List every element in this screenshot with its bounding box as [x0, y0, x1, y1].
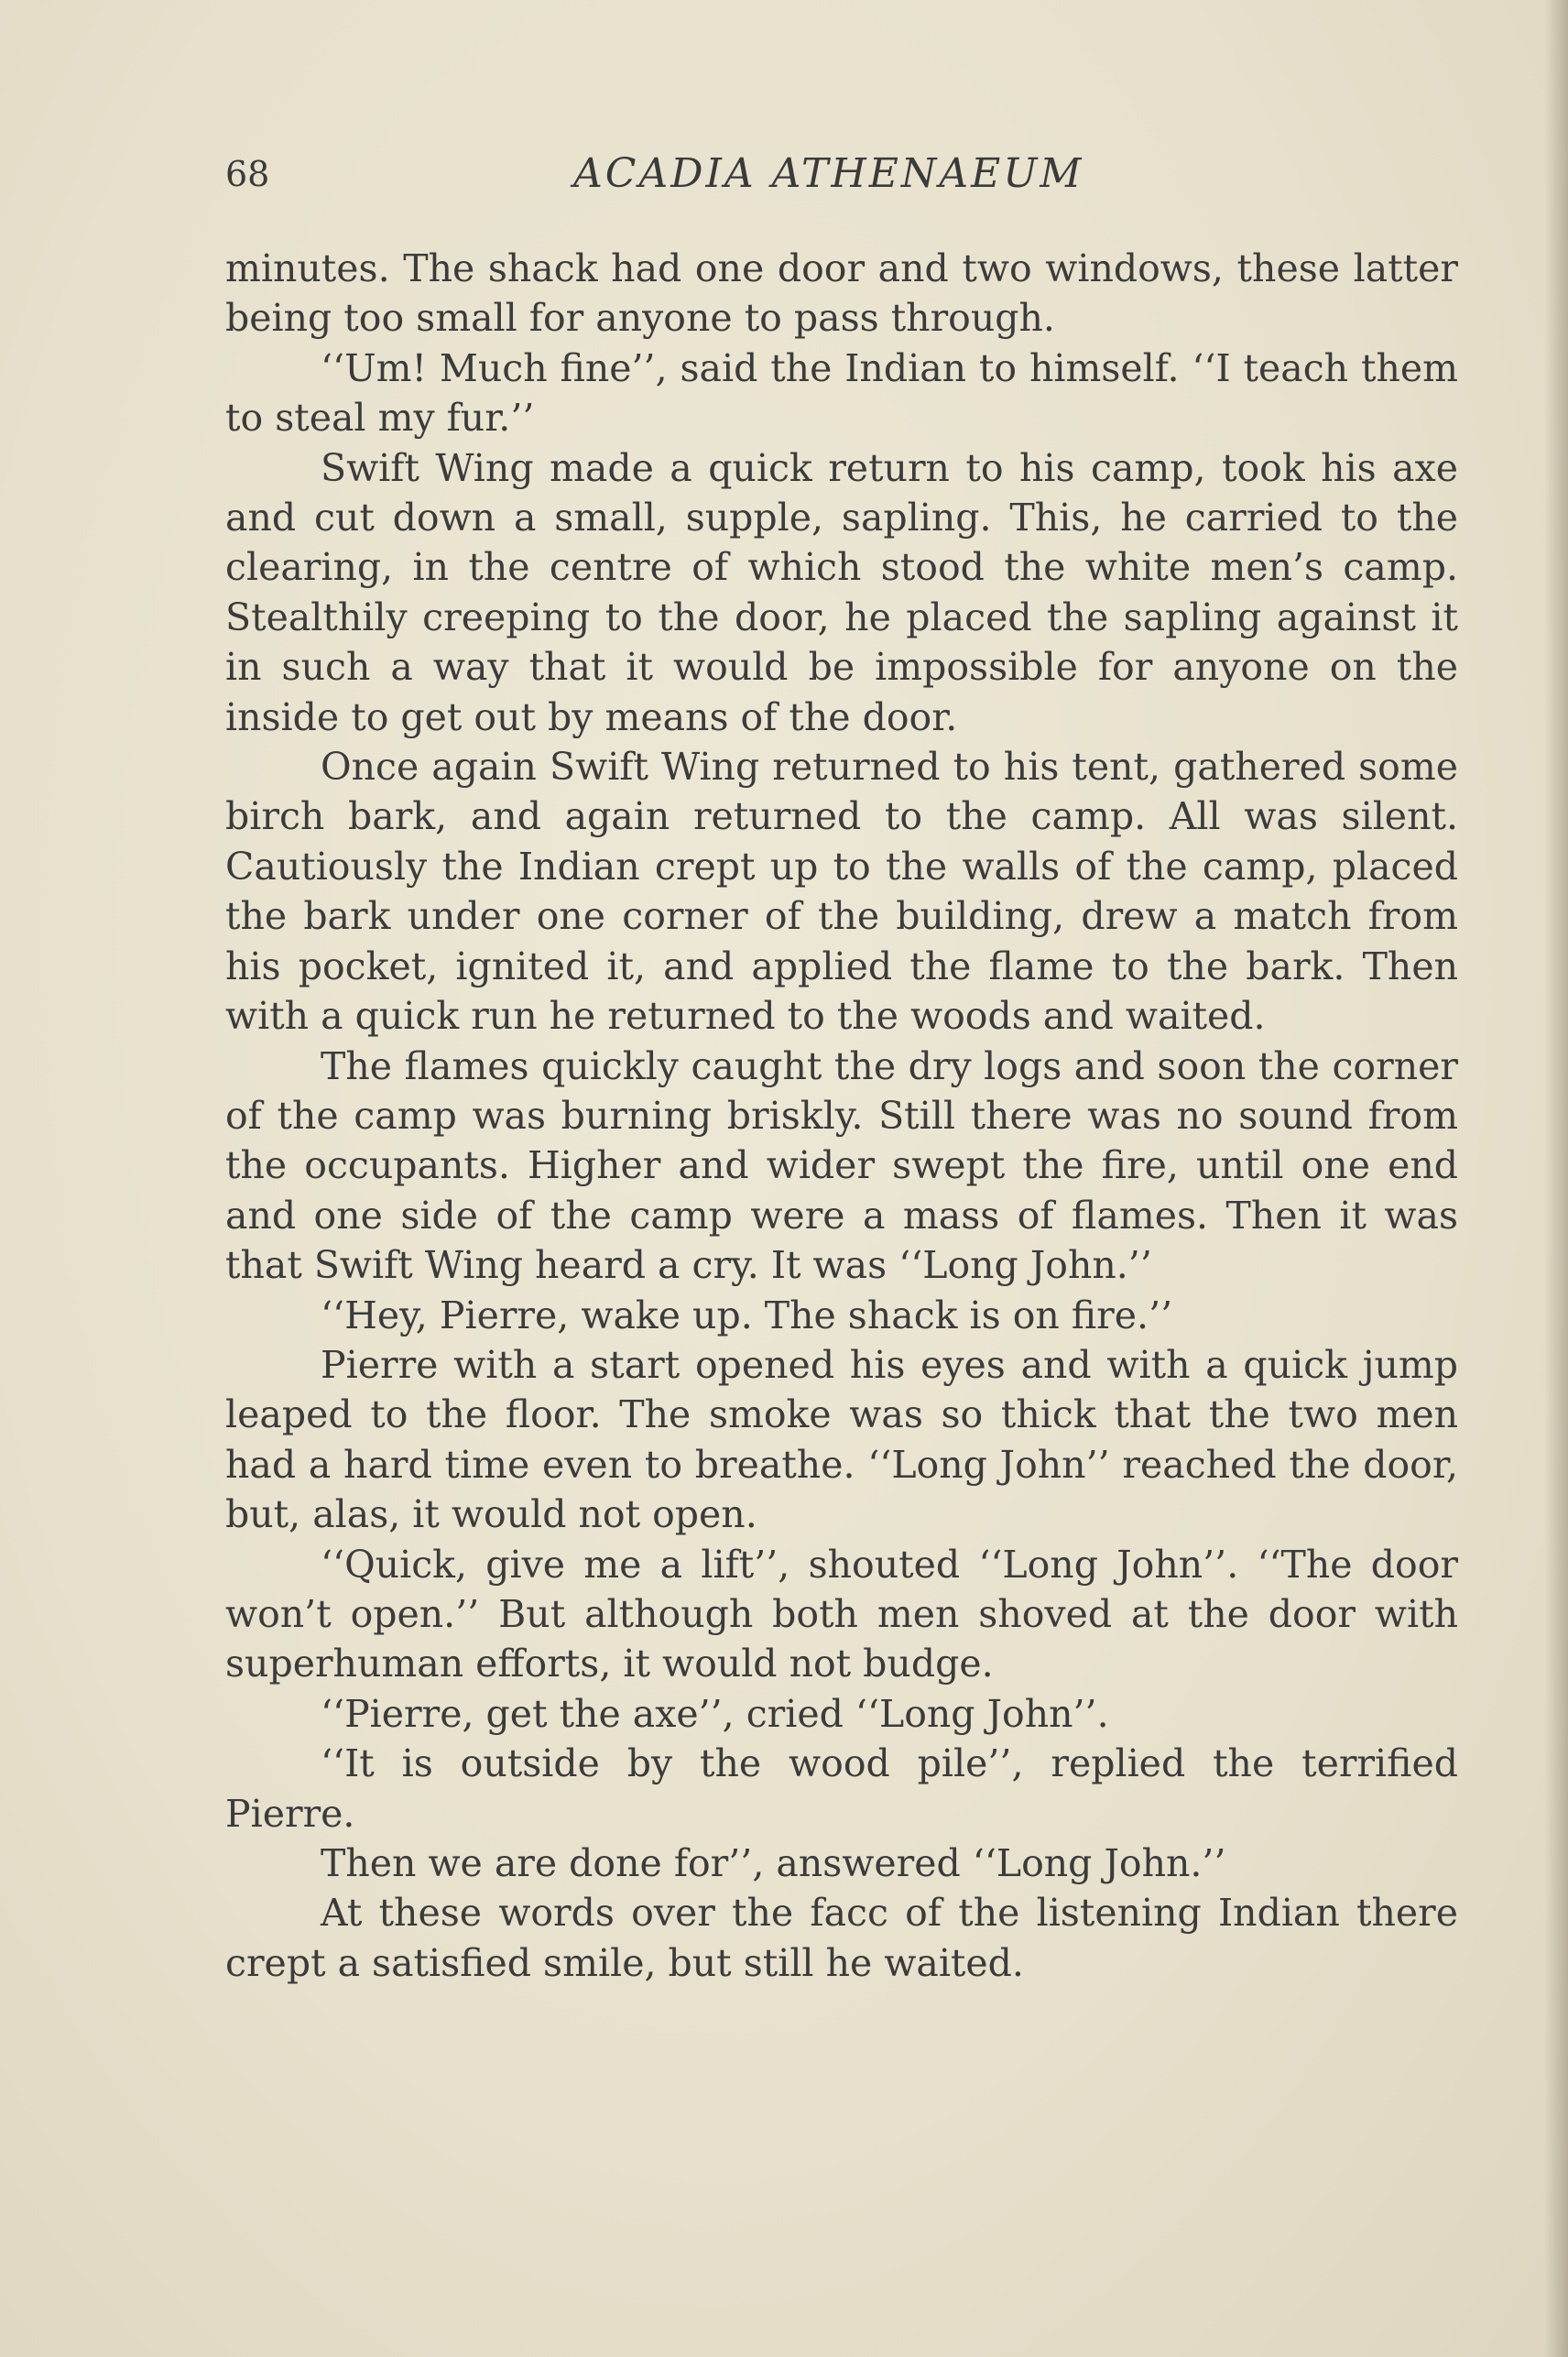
paragraph: Once again Swift Wing returned to his tent, gathered some birch bark, and again returned to the camp. All was silent. Cautiously the Indian crept up to the walls of the camp, placed the bark under one corner of the building, drew a match from his pocket, ignited it, and applied the flame to the bark. Then with a quick run he returned to the woods and waited. [225, 745, 1458, 1039]
running-header [225, 147, 1458, 202]
paragraph: Then we are done for’’, answered ‘‘Long John.’’ [321, 1841, 1226, 1885]
paragraph: ‘‘It is outside by the wood pile’’, replied the terrified Pierre. [225, 1741, 1458, 1836]
paragraph: Pierre with a start opened his eyes and with a quick jump leaped to the floor. The smoke was so thick that the two men had a hard time even to breathe. ‘‘Long John’’ reached the door, but, alas, it would not open. [225, 1342, 1458, 1537]
body-text [225, 244, 1458, 1988]
paragraph: Swift Wing made a quick return to his camp, took his axe and cut down a small, supple, sapling. This, he carried to the clearing, in the centre of which stood the white men’s camp. Stealthily creeping to the door, he placed the sapling against it in such a way that it would be impossible for anyone on the inside to get out by means of the door. [225, 445, 1458, 739]
paragraph: The flames quickly caught the dry logs and soon the corner of the camp was burning briskly. Still there was no sound from the occupants. Higher and wider swept the fire, until one end and one side of the camp were a mass of flames. Then it was that Swift Wing heard a cry. It was ‘‘Long John.’’ [225, 1043, 1458, 1288]
page-edge-shadow [1544, 0, 1568, 2357]
paragraph: minutes. The shack had one door and two windows, these latter being too small for anyone to pass through. [225, 246, 1458, 341]
paragraph: ‘‘Pierre, get the axe’’, cried ‘‘Long John’’. [321, 1691, 1109, 1736]
page-number: 68 [225, 154, 270, 194]
paragraph: ‘‘Um! Much fine’’, said the Indian to himself. ‘‘I teach them to steal my fur.’’ [225, 345, 1458, 441]
running-title: ACADIA ATHENAEUM [573, 150, 1084, 197]
paragraph: ‘‘Quick, give me a lift’’, shouted ‘‘Long John’’. ‘‘The door won’t open.’’ But although both men shoved at the door with superhuman efforts, it would not budge. [225, 1542, 1458, 1686]
paragraph: At these words over the facc of the listening Indian there crept a satisfied smile, but still he waited. [225, 1891, 1458, 1985]
paragraph: ‘‘Hey, Pierre, wake up. The shack is on fire.’’ [321, 1293, 1173, 1337]
